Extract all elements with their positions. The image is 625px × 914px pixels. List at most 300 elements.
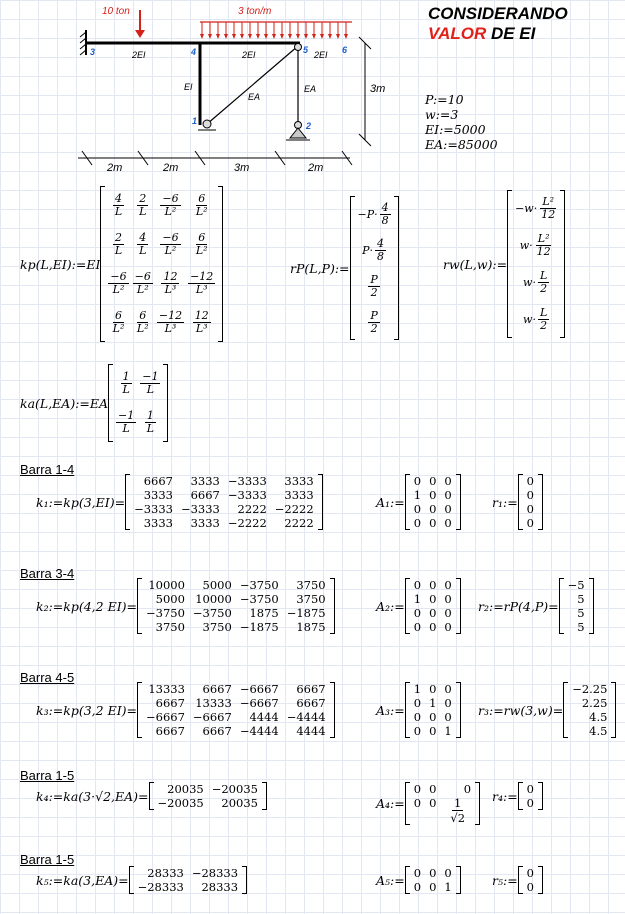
fraction (137, 232, 148, 257)
fraction (113, 193, 124, 218)
stiffness-matrix (129, 866, 247, 894)
matrix-cell: −6667 (239, 682, 279, 696)
coefficient: w· (523, 276, 536, 289)
numerator: −1 (142, 370, 159, 383)
numerator: −6 (134, 270, 151, 283)
matrix-cell (111, 310, 127, 335)
fraction (160, 193, 180, 218)
node-2: 2 (306, 121, 312, 131)
matrix-cell (193, 310, 211, 335)
node-3: 3 (90, 47, 96, 57)
matrix-cell: 1 (413, 488, 422, 502)
matrix-cell: 5 (577, 606, 585, 620)
load-vector (563, 682, 616, 738)
matrix-cell (137, 193, 148, 218)
numerator: −12 (190, 270, 214, 283)
matrix-cell: 0 (429, 578, 437, 592)
matrix-cell (440, 796, 475, 825)
coefficient: −P· (357, 207, 378, 221)
matrix-cell: −3333 (180, 502, 220, 516)
matrix-cell: 0 (429, 620, 437, 634)
kp-label: kp(L,EI):=EI (20, 256, 101, 272)
matrix-cell: 0 (429, 782, 437, 796)
matrix-cell: 0 (526, 474, 534, 488)
coefficient: P· (362, 243, 374, 257)
param-ei: EI:=5000 (425, 122, 486, 137)
vector-cell (515, 196, 557, 221)
matrix-cell: 6667 (155, 724, 185, 738)
label-ei-mid: 2EI (242, 50, 256, 60)
matrix-cell: 1 (444, 880, 452, 894)
matrix-cell: 0 (444, 502, 452, 516)
denominator: L (122, 422, 130, 435)
matrix-cell: 1875 (249, 606, 279, 620)
stiffness-matrix (137, 682, 335, 738)
denominator: 2 (540, 319, 548, 332)
denominator: L² (112, 322, 125, 335)
matrix-cell: 6667 (202, 682, 232, 696)
matrix-cell: 4444 (296, 724, 326, 738)
denominator: L (114, 244, 123, 257)
matrix-cell: 0 (444, 578, 452, 592)
matrix-cell: 20035 (167, 782, 204, 796)
vector-cell (368, 274, 379, 299)
matrix-cell: 0 (444, 516, 452, 530)
rp-label: rP(L,P):= (290, 260, 350, 276)
stiffness-label: k₁:=kp(3,EI)= (36, 494, 126, 510)
matrix-cell: 0 (429, 606, 437, 620)
matrix-cell: 0 (413, 782, 422, 796)
numerator: 4 (139, 231, 147, 244)
denominator: 12 (536, 245, 551, 258)
label-ei-left: 2EI (132, 50, 146, 60)
matrix-cell: 0 (429, 474, 437, 488)
matrix-cell: 0 (526, 488, 534, 502)
matrix-cell: −6667 (192, 710, 232, 724)
load-vector-label: r₂:=rP(4,P)= (478, 598, 559, 614)
load-vector (559, 578, 594, 634)
denominator: L³ (164, 322, 177, 335)
matrix-cell: 5 (577, 592, 585, 606)
fraction (380, 202, 391, 227)
load-vector-label: r₅:= (492, 872, 518, 888)
denominator: L (122, 383, 130, 396)
matrix-cell: 2.25 (581, 696, 608, 710)
load-vector-label: r₃:=rw(3,w)= (478, 702, 564, 718)
fraction (157, 310, 184, 335)
matrix-cell: 13333 (195, 696, 232, 710)
incidence-matrix (405, 578, 461, 634)
matrix-cell: 0 (413, 474, 422, 488)
denominator: L (139, 205, 147, 218)
matrix-cell: −20035 (211, 782, 258, 796)
label-ea-diag: EA (248, 92, 261, 102)
matrix-cell: 0 (429, 866, 437, 880)
rp-vector (355, 196, 394, 340)
matrix-cell: −4444 (286, 710, 326, 724)
param-ea: EA:=85000 (425, 137, 498, 152)
matrix-cell: 0 (429, 880, 437, 894)
incidence-label: A₃:= (376, 702, 405, 718)
numerator: 12 (194, 309, 209, 322)
matrix-cell (188, 271, 215, 296)
denominator: L² (136, 322, 149, 335)
matrix-cell: 4444 (249, 710, 279, 724)
matrix-cell: 13333 (148, 682, 185, 696)
fraction (539, 196, 557, 221)
fraction (535, 233, 553, 258)
coefficient: −w· (515, 202, 538, 215)
matrix-cell (137, 232, 148, 257)
matrix-cell (194, 232, 210, 257)
denominator: L² (136, 283, 149, 296)
matrix-cell: 0 (526, 782, 534, 796)
matrix-cell: 0 (429, 710, 437, 724)
matrix-cell: 0 (429, 516, 437, 530)
matrix-cell (133, 271, 153, 296)
matrix-cell (113, 193, 124, 218)
denominator: L² (195, 244, 208, 257)
matrix-cell: 0 (413, 620, 422, 634)
stiffness-matrix (149, 782, 267, 810)
denominator: 2 (540, 282, 548, 295)
numerator: P (370, 308, 378, 322)
bar-title: Barra 1-5 (20, 852, 75, 867)
stiffness-label: k₅:=ka(3,EA)= (36, 872, 129, 888)
matrix-cell (116, 410, 136, 435)
incidence-label: A₄:= (376, 796, 405, 811)
matrix-cell: 3750 (202, 620, 232, 634)
matrix-cell (113, 232, 124, 257)
matrix-cell: 0 (444, 696, 452, 710)
matrix-cell: −3750 (146, 606, 185, 620)
stiffness-matrix (137, 578, 335, 634)
matrix-cell: 0 (444, 474, 452, 488)
matrix-cell: 0 (413, 796, 422, 810)
fraction (194, 193, 210, 218)
matrix-cell: −1875 (239, 620, 279, 634)
span-1: 2m (107, 162, 123, 174)
matrix-cell: 6667 (296, 696, 326, 710)
matrix-cell: 0 (444, 710, 452, 724)
denominator: L² (164, 205, 177, 218)
matrix-cell (194, 193, 210, 218)
node-6: 6 (342, 45, 348, 55)
matrix-cell: 0 (444, 620, 452, 634)
denominator: L³ (195, 283, 208, 296)
numerator: −6 (162, 231, 179, 244)
matrix-cell: 1 (413, 682, 422, 696)
matrix-cell: 3333 (143, 516, 173, 530)
matrix-cell (161, 271, 179, 296)
numerator: 1 (146, 409, 154, 422)
matrix-cell: 0 (429, 796, 437, 810)
fraction (194, 232, 210, 257)
matrix-cell: −3750 (239, 578, 279, 592)
matrix-cell: 1 (413, 592, 422, 606)
vector-cell (362, 238, 386, 263)
page-heading (428, 4, 568, 44)
denominator: L (114, 205, 123, 218)
matrix-cell: −4444 (239, 724, 279, 738)
matrix-cell: 0 (526, 866, 534, 880)
matrix-cell (121, 371, 132, 396)
matrix-cell: 0 (526, 516, 534, 530)
node-4: 4 (191, 47, 197, 57)
load-vector (518, 782, 543, 810)
fraction (113, 232, 124, 257)
denominator: L² (195, 205, 208, 218)
matrix-cell: 6667 (202, 724, 232, 738)
matrix-cell: 3333 (284, 488, 314, 502)
numerator: −1 (118, 409, 135, 422)
span-4: 2m (308, 162, 324, 174)
denominator: L² (112, 283, 125, 296)
matrix-cell: −3333 (227, 488, 267, 502)
fraction (538, 307, 549, 332)
ka-definition (20, 364, 168, 442)
denominator: L³ (195, 322, 208, 335)
matrix-cell (160, 193, 180, 218)
kp-definition (20, 186, 223, 342)
matrix-cell: 0 (444, 606, 452, 620)
incidence-matrix (405, 474, 461, 530)
matrix-cell: 0 (429, 502, 437, 516)
matrix-cell: 10000 (148, 578, 185, 592)
matrix-cell: −5 (567, 578, 585, 592)
fraction (121, 371, 132, 396)
matrix-cell: 6667 (190, 488, 220, 502)
matrix-cell: 0 (413, 578, 422, 592)
fraction (145, 410, 156, 435)
fraction (161, 271, 179, 296)
matrix-cell (140, 371, 160, 396)
fraction (137, 193, 148, 218)
matrix-cell: −2.25 (572, 682, 608, 696)
matrix-cell: 0 (413, 710, 422, 724)
rp-definition (290, 196, 399, 340)
numerator: 12 (163, 270, 178, 283)
matrix-cell: 1 (444, 724, 452, 738)
matrix-cell: 0 (526, 880, 534, 894)
matrix-cell: 0 (463, 782, 472, 796)
matrix-cell: −3333 (227, 474, 267, 488)
denominator: 2 (370, 321, 378, 335)
distributed-load-arrows (200, 22, 348, 39)
fraction (160, 232, 180, 257)
matrix-cell: −3333 (134, 502, 173, 516)
matrix-cell: 0 (429, 488, 437, 502)
numerator: 2 (115, 231, 123, 244)
heading-rest: DE EI (486, 24, 536, 43)
bar-title: Barra 1-4 (20, 462, 75, 477)
heading-line1: CONSIDERANDO (428, 4, 568, 23)
stiffness-matrix (125, 474, 323, 530)
load-vector-label: r₄:= (492, 788, 518, 804)
matrix-cell: 0 (413, 866, 422, 880)
matrix-cell (157, 310, 184, 335)
fraction (538, 270, 549, 295)
param-p: P:=10 (425, 92, 464, 107)
matrix-cell (145, 410, 156, 435)
load-vector (518, 474, 543, 530)
matrix-cell: −6667 (146, 710, 185, 724)
matrix-cell: 5000 (155, 592, 185, 606)
denominator: 12 (541, 208, 556, 221)
matrix-cell: 0 (413, 880, 422, 894)
denominator: 8 (377, 249, 385, 263)
load-vector-label: r₁:= (492, 494, 518, 510)
matrix-cell: 10000 (195, 592, 232, 606)
matrix-cell: 0 (444, 592, 452, 606)
distributed-load-label: 3 ton/m (238, 6, 272, 17)
matrix-cell (108, 271, 128, 296)
matrix-cell: −1875 (286, 606, 326, 620)
matrix-cell: 20035 (221, 796, 258, 810)
numerator: L² (537, 232, 550, 245)
fraction (111, 310, 127, 335)
matrix-cell: −20035 (157, 796, 204, 810)
matrix-cell: 3333 (190, 474, 220, 488)
matrix-cell: 0 (413, 516, 422, 530)
denominator: 2 (370, 285, 378, 299)
coefficient: w· (523, 313, 536, 326)
matrix-cell: 0 (444, 488, 452, 502)
vector-cell (523, 307, 549, 332)
denominator: √2 (450, 811, 466, 825)
matrix-cell: 3750 (296, 592, 326, 606)
stiffness-label: k₄:=ka(3·√2,EA)= (36, 788, 149, 804)
fraction (135, 310, 151, 335)
matrix-cell: 3333 (143, 488, 173, 502)
bar-title: Barra 1-5 (20, 768, 75, 783)
stiffness-label: k₃:=kp(3,2 EI)= (36, 702, 137, 718)
matrix-cell (160, 232, 180, 257)
bar-title: Barra 4-5 (20, 670, 75, 685)
numerator: L (539, 269, 548, 282)
matrix-cell: 1 (429, 696, 437, 710)
matrix-cell (135, 310, 151, 335)
vector-cell (368, 310, 379, 335)
incidence-matrix (405, 782, 480, 825)
incidence-label: A₁:= (376, 494, 405, 510)
span-3: 3m (234, 162, 250, 174)
numerator: −6 (110, 270, 127, 283)
fraction (116, 410, 136, 435)
matrix-cell: 0 (526, 796, 534, 810)
numerator: 6 (139, 309, 147, 322)
incidence-label: A₅:= (376, 872, 405, 888)
numerator: 1 (122, 370, 130, 383)
matrix-cell: −6667 (239, 696, 279, 710)
vector-cell (523, 270, 549, 295)
matrix-cell: −3750 (239, 592, 279, 606)
denominator: L (139, 244, 147, 257)
span-2: 2m (163, 162, 179, 174)
matrix-cell: 5000 (202, 578, 232, 592)
node-5: 5 (303, 45, 309, 55)
denominator: L² (164, 244, 177, 257)
matrix-cell: 28333 (147, 866, 184, 880)
matrix-cell: 6667 (143, 474, 173, 488)
numerator: 6 (115, 309, 123, 322)
matrix-cell: 0 (444, 866, 452, 880)
matrix-cell: 0 (429, 724, 437, 738)
matrix-cell: −2222 (227, 516, 267, 530)
vector-cell (520, 233, 553, 258)
numerator: 4 (115, 192, 123, 205)
matrix-cell: 28333 (201, 880, 239, 894)
fraction (140, 371, 160, 396)
numerator: L (539, 306, 548, 319)
matrix-cell: 0 (413, 696, 422, 710)
numerator: 2 (139, 192, 147, 205)
fraction (368, 310, 379, 335)
matrix-cell: −28333 (137, 880, 184, 894)
support-1 (203, 120, 211, 128)
matrix-cell: 0 (413, 606, 422, 620)
matrix-cell: 0 (526, 502, 534, 516)
matrix-cell: 3750 (296, 578, 326, 592)
denominator: L (146, 422, 155, 435)
fraction (368, 274, 379, 299)
matrix-cell: 2222 (284, 516, 314, 530)
incidence-label: A₂:= (376, 598, 405, 614)
bar-title: Barra 3-4 (20, 566, 75, 581)
matrix-cell: 0 (413, 724, 422, 738)
node-1: 1 (192, 116, 198, 126)
label-ei-right: 2EI (314, 50, 328, 60)
numerator: 4 (381, 200, 389, 214)
matrix-cell: 3333 (284, 474, 314, 488)
vector-cell (358, 202, 391, 227)
ka-matrix (113, 364, 163, 442)
label-ei-col: EI (184, 82, 193, 92)
numerator: −6 (162, 192, 179, 205)
rw-label: rw(L,w):= (443, 256, 508, 272)
matrix-cell: −2222 (274, 502, 314, 516)
fraction (444, 796, 471, 825)
numerator: P (370, 272, 378, 286)
denominator: L (146, 383, 155, 396)
matrix-cell: 0 (429, 682, 437, 696)
matrix-cell: 5 (577, 620, 585, 634)
matrix-cell: 0 (429, 592, 437, 606)
fraction (375, 238, 386, 263)
param-w: w:=3 (425, 107, 459, 122)
matrix-cell: 0 (413, 502, 422, 516)
matrix-cell: 1875 (296, 620, 326, 634)
matrix-cell: 6667 (296, 682, 326, 696)
fraction (188, 271, 215, 296)
heading-red-word: VALOR (428, 24, 487, 43)
incidence-matrix (405, 682, 461, 738)
frame-diagram (60, 0, 390, 180)
stiffness-label: k₂:=kp(4,2 EI)= (36, 598, 137, 614)
matrix-cell: −28333 (191, 866, 239, 880)
load-vector (518, 866, 543, 894)
fraction (108, 271, 128, 296)
matrix-cell: 4.5 (589, 710, 608, 724)
numerator: −12 (158, 309, 183, 322)
coefficient: w· (519, 239, 533, 252)
matrix-cell: 3333 (190, 516, 220, 530)
matrix-cell: 0 (444, 682, 452, 696)
point-load-label: 10 ton (102, 6, 130, 17)
matrix-cell: 2222 (237, 502, 267, 516)
matrix-cell: −3750 (192, 606, 232, 620)
matrix-cell: 3750 (155, 620, 185, 634)
